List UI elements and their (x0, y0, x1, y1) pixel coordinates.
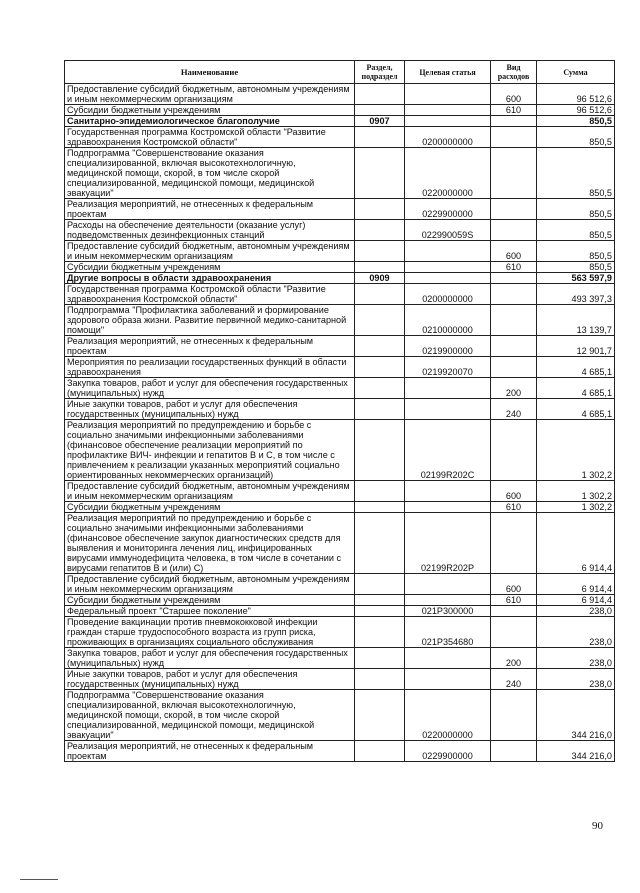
header-kind: Вид расходов (491, 61, 537, 84)
table-row (65, 148, 615, 199)
row-kind-cell (491, 741, 537, 762)
table-row (65, 502, 615, 513)
row-name-cell: Проведение вакцинации против пневмококковой инфекции граждан старше трудоспособного возраста из групп риска, проживающих в организациях социального обслуживания (65, 617, 355, 648)
budget-table (64, 60, 615, 762)
row-target-cell: 0220000000 (405, 690, 491, 741)
row-section-cell (355, 741, 405, 762)
row-name-cell: Реализация мероприятий, не отнесенных к федеральным проектам (65, 741, 355, 762)
table-row (65, 669, 615, 690)
row-kind-cell (491, 305, 537, 336)
table-row (65, 606, 615, 617)
row-sum-cell: 850,5 (537, 241, 615, 262)
row-kind-cell (491, 284, 537, 305)
row-kind-cell (491, 690, 537, 741)
row-kind-cell (491, 336, 537, 357)
row-target-cell: 0229900000 (405, 199, 491, 220)
row-sum-cell: 850,5 (537, 116, 615, 127)
row-sum-cell: 96 512,6 (537, 105, 615, 116)
scan-mark (20, 879, 58, 880)
row-kind-cell (491, 148, 537, 199)
table-row (65, 420, 615, 481)
row-kind-cell: 610 (491, 105, 537, 116)
row-name-cell: Реализация мероприятий по предупреждению и борьбе с социально значимыми инфекционными заболеваниями (финансовое обеспечение реализации мероприятий по профилактике ВИЧ- инфекции и гепатитов В и С, в том числе с привлечением к реализации указанных мероприятий социально ориентированных некоммерческих организаций) (65, 420, 355, 481)
row-kind-cell (491, 273, 537, 284)
row-target-cell (405, 669, 491, 690)
table-body (65, 84, 615, 762)
row-kind-cell (491, 420, 537, 481)
table-row (65, 741, 615, 762)
row-target-cell (405, 502, 491, 513)
row-kind-cell (491, 116, 537, 127)
table-row (65, 84, 615, 105)
table-row (65, 199, 615, 220)
row-kind-cell: 600 (491, 481, 537, 502)
row-sum-cell: 238,0 (537, 669, 615, 690)
row-name-cell: Иные закупки товаров, работ и услуг для обеспечения государственных (муниципальных) нужд (65, 399, 355, 420)
row-kind-cell (491, 199, 537, 220)
table-row (65, 481, 615, 502)
row-section-cell (355, 513, 405, 574)
row-kind-cell: 240 (491, 669, 537, 690)
row-target-cell (405, 648, 491, 669)
header-section: Раздел, подраздел (355, 61, 405, 84)
row-name-cell: Реализация мероприятий, не отнесенных к федеральным проектам (65, 336, 355, 357)
row-target-cell (405, 84, 491, 105)
row-kind-cell (491, 606, 537, 617)
row-name-cell: Федеральный проект "Старшее поколение" (65, 606, 355, 617)
row-target-cell (405, 262, 491, 273)
row-section-cell (355, 399, 405, 420)
table-row (65, 241, 615, 262)
row-sum-cell: 1 302,2 (537, 481, 615, 502)
row-kind-cell: 600 (491, 84, 537, 105)
table-row (65, 617, 615, 648)
table-row (65, 273, 615, 284)
row-sum-cell: 850,5 (537, 127, 615, 148)
row-kind-cell: 610 (491, 502, 537, 513)
row-sum-cell: 1 302,2 (537, 502, 615, 513)
row-section-cell (355, 84, 405, 105)
row-sum-cell: 6 914,4 (537, 574, 615, 595)
row-name-cell: Субсидии бюджетным учреждениям (65, 502, 355, 513)
row-name-cell: Закупка товаров, работ и услуг для обеспечения государственных (муниципальных) нужд (65, 648, 355, 669)
table-row (65, 648, 615, 669)
row-sum-cell: 344 216,0 (537, 690, 615, 741)
row-section-cell (355, 648, 405, 669)
row-name-cell: Предоставление субсидий бюджетным, автономным учреждениям и иным некоммерческим организациям (65, 574, 355, 595)
row-target-cell: 0210000000 (405, 305, 491, 336)
row-section-cell (355, 199, 405, 220)
table-row (65, 513, 615, 574)
row-sum-cell: 238,0 (537, 617, 615, 648)
header-sum: Сумма (537, 61, 615, 84)
row-sum-cell: 96 512,6 (537, 84, 615, 105)
row-target-cell (405, 116, 491, 127)
row-kind-cell: 200 (491, 648, 537, 669)
row-name-cell: Мероприятия по реализации государственных функций в области здравоохранения (65, 357, 355, 378)
row-sum-cell: 850,5 (537, 148, 615, 199)
row-kind-cell: 610 (491, 262, 537, 273)
row-name-cell: Подпрограмма "Профилактика заболеваний и формирование здорового образа жизни. Развитие первичной медико-санитарной помощи" (65, 305, 355, 336)
row-section-cell (355, 220, 405, 241)
row-kind-cell: 600 (491, 574, 537, 595)
row-name-cell: Санитарно-эпидемиологическое благополучие (65, 116, 355, 127)
row-section-cell (355, 305, 405, 336)
table-row (65, 305, 615, 336)
row-sum-cell: 563 597,9 (537, 273, 615, 284)
table-row (65, 116, 615, 127)
row-section-cell (355, 574, 405, 595)
row-name-cell: Реализация мероприятий по предупреждению и борьбе с социально значимыми инфекционными заболеваниями (финансовое обеспечение закупок диагностических средств для выявления и мониторинга лечения лиц, инфицированных вирусами иммунодефицита человека, в том числе в сочетании с вирусами гепатитов В и (или) С) (65, 513, 355, 574)
row-sum-cell: 850,5 (537, 220, 615, 241)
row-name-cell: Закупка товаров, работ и услуг для обеспечения государственных (муниципальных) нужд (65, 378, 355, 399)
row-target-cell (405, 273, 491, 284)
row-kind-cell: 240 (491, 399, 537, 420)
row-name-cell: Подпрограмма "Совершенствование оказания специализированной, включая высокотехнологичную, медицинской помощи, скорой, в том числе скорой специализированной, медицинской помощи, медицинской эвакуации" (65, 690, 355, 741)
row-sum-cell: 1 302,2 (537, 420, 615, 481)
row-sum-cell: 13 139,7 (537, 305, 615, 336)
row-sum-cell: 12 901,7 (537, 336, 615, 357)
table-header-row (65, 61, 615, 84)
row-name-cell: Предоставление субсидий бюджетным, автономным учреждениям и иным некоммерческим организациям (65, 84, 355, 105)
row-name-cell: Государственная программа Костромской области "Развитие здравоохранения Костромской области" (65, 284, 355, 305)
row-sum-cell: 493 397,3 (537, 284, 615, 305)
table-row (65, 105, 615, 116)
row-sum-cell: 4 685,1 (537, 378, 615, 399)
row-target-cell: 0219920070 (405, 357, 491, 378)
row-sum-cell: 238,0 (537, 648, 615, 669)
row-section-cell (355, 420, 405, 481)
row-kind-cell (491, 357, 537, 378)
row-target-cell: 02199R202C (405, 420, 491, 481)
table-row (65, 574, 615, 595)
row-kind-cell: 610 (491, 595, 537, 606)
table-row (65, 399, 615, 420)
row-section-cell: 0909 (355, 273, 405, 284)
row-section-cell (355, 378, 405, 399)
row-kind-cell: 600 (491, 241, 537, 262)
row-name-cell: Субсидии бюджетным учреждениям (65, 262, 355, 273)
row-section-cell (355, 606, 405, 617)
table-row (65, 595, 615, 606)
page-number: 90 (592, 820, 603, 832)
row-target-cell: 021P354680 (405, 617, 491, 648)
row-name-cell: Субсидии бюджетным учреждениям (65, 595, 355, 606)
row-sum-cell: 238,0 (537, 606, 615, 617)
row-name-cell: Предоставление субсидий бюджетным, автономным учреждениям и иным некоммерческим организациям (65, 241, 355, 262)
row-sum-cell: 6 914,4 (537, 595, 615, 606)
row-target-cell (405, 105, 491, 116)
row-name-cell: Расходы на обеспечение деятельности (оказание услуг) подведомственных дезинфекционных станций (65, 220, 355, 241)
row-target-cell: 02199R202P (405, 513, 491, 574)
row-target-cell: 0219900000 (405, 336, 491, 357)
row-target-cell (405, 241, 491, 262)
row-sum-cell: 4 685,1 (537, 357, 615, 378)
row-name-cell: Подпрограмма "Совершенствование оказания специализированной, включая высокотехнологичную, медицинской помощи, скорой, в том числе скорой специализированной, медицинской помощи, медицинской эвакуации" (65, 148, 355, 199)
row-kind-cell (491, 127, 537, 148)
row-sum-cell: 850,5 (537, 262, 615, 273)
row-section-cell (355, 595, 405, 606)
table-row (65, 220, 615, 241)
row-target-cell: 022990059S (405, 220, 491, 241)
table-row (65, 378, 615, 399)
row-section-cell: 0907 (355, 116, 405, 127)
row-section-cell (355, 481, 405, 502)
row-section-cell (355, 241, 405, 262)
row-target-cell: 0200000000 (405, 284, 491, 305)
row-section-cell (355, 284, 405, 305)
row-sum-cell: 850,5 (537, 199, 615, 220)
row-target-cell (405, 399, 491, 420)
row-name-cell: Государственная программа Костромской области "Развитие здравоохранения Костромской области" (65, 127, 355, 148)
table-row (65, 357, 615, 378)
row-target-cell: 021P300000 (405, 606, 491, 617)
row-sum-cell: 4 685,1 (537, 399, 615, 420)
row-kind-cell (491, 220, 537, 241)
header-name: Наименование (65, 61, 355, 84)
row-section-cell (355, 690, 405, 741)
row-name-cell: Другие вопросы в области здравоохранения (65, 273, 355, 284)
row-target-cell (405, 574, 491, 595)
row-section-cell (355, 336, 405, 357)
row-target-cell (405, 595, 491, 606)
table-row (65, 336, 615, 357)
row-sum-cell: 6 914,4 (537, 513, 615, 574)
row-name-cell: Субсидии бюджетным учреждениям (65, 105, 355, 116)
row-target-cell: 0200000000 (405, 127, 491, 148)
table-row (65, 262, 615, 273)
row-section-cell (355, 669, 405, 690)
table-row (65, 284, 615, 305)
row-section-cell (355, 262, 405, 273)
header-target: Целевая статья (405, 61, 491, 84)
row-section-cell (355, 502, 405, 513)
row-section-cell (355, 148, 405, 199)
row-target-cell (405, 481, 491, 502)
row-target-cell: 0220000000 (405, 148, 491, 199)
row-section-cell (355, 105, 405, 116)
table-row (65, 127, 615, 148)
row-kind-cell: 200 (491, 378, 537, 399)
row-target-cell (405, 378, 491, 399)
row-name-cell: Иные закупки товаров, работ и услуг для обеспечения государственных (муниципальных) нужд (65, 669, 355, 690)
row-name-cell: Реализация мероприятий, не отнесенных к федеральным проектам (65, 199, 355, 220)
row-target-cell: 0229900000 (405, 741, 491, 762)
row-section-cell (355, 357, 405, 378)
row-kind-cell (491, 617, 537, 648)
row-section-cell (355, 617, 405, 648)
row-section-cell (355, 127, 405, 148)
row-name-cell: Предоставление субсидий бюджетным, автономным учреждениям и иным некоммерческим организациям (65, 481, 355, 502)
row-kind-cell (491, 513, 537, 574)
table-row (65, 690, 615, 741)
row-sum-cell: 344 216,0 (537, 741, 615, 762)
